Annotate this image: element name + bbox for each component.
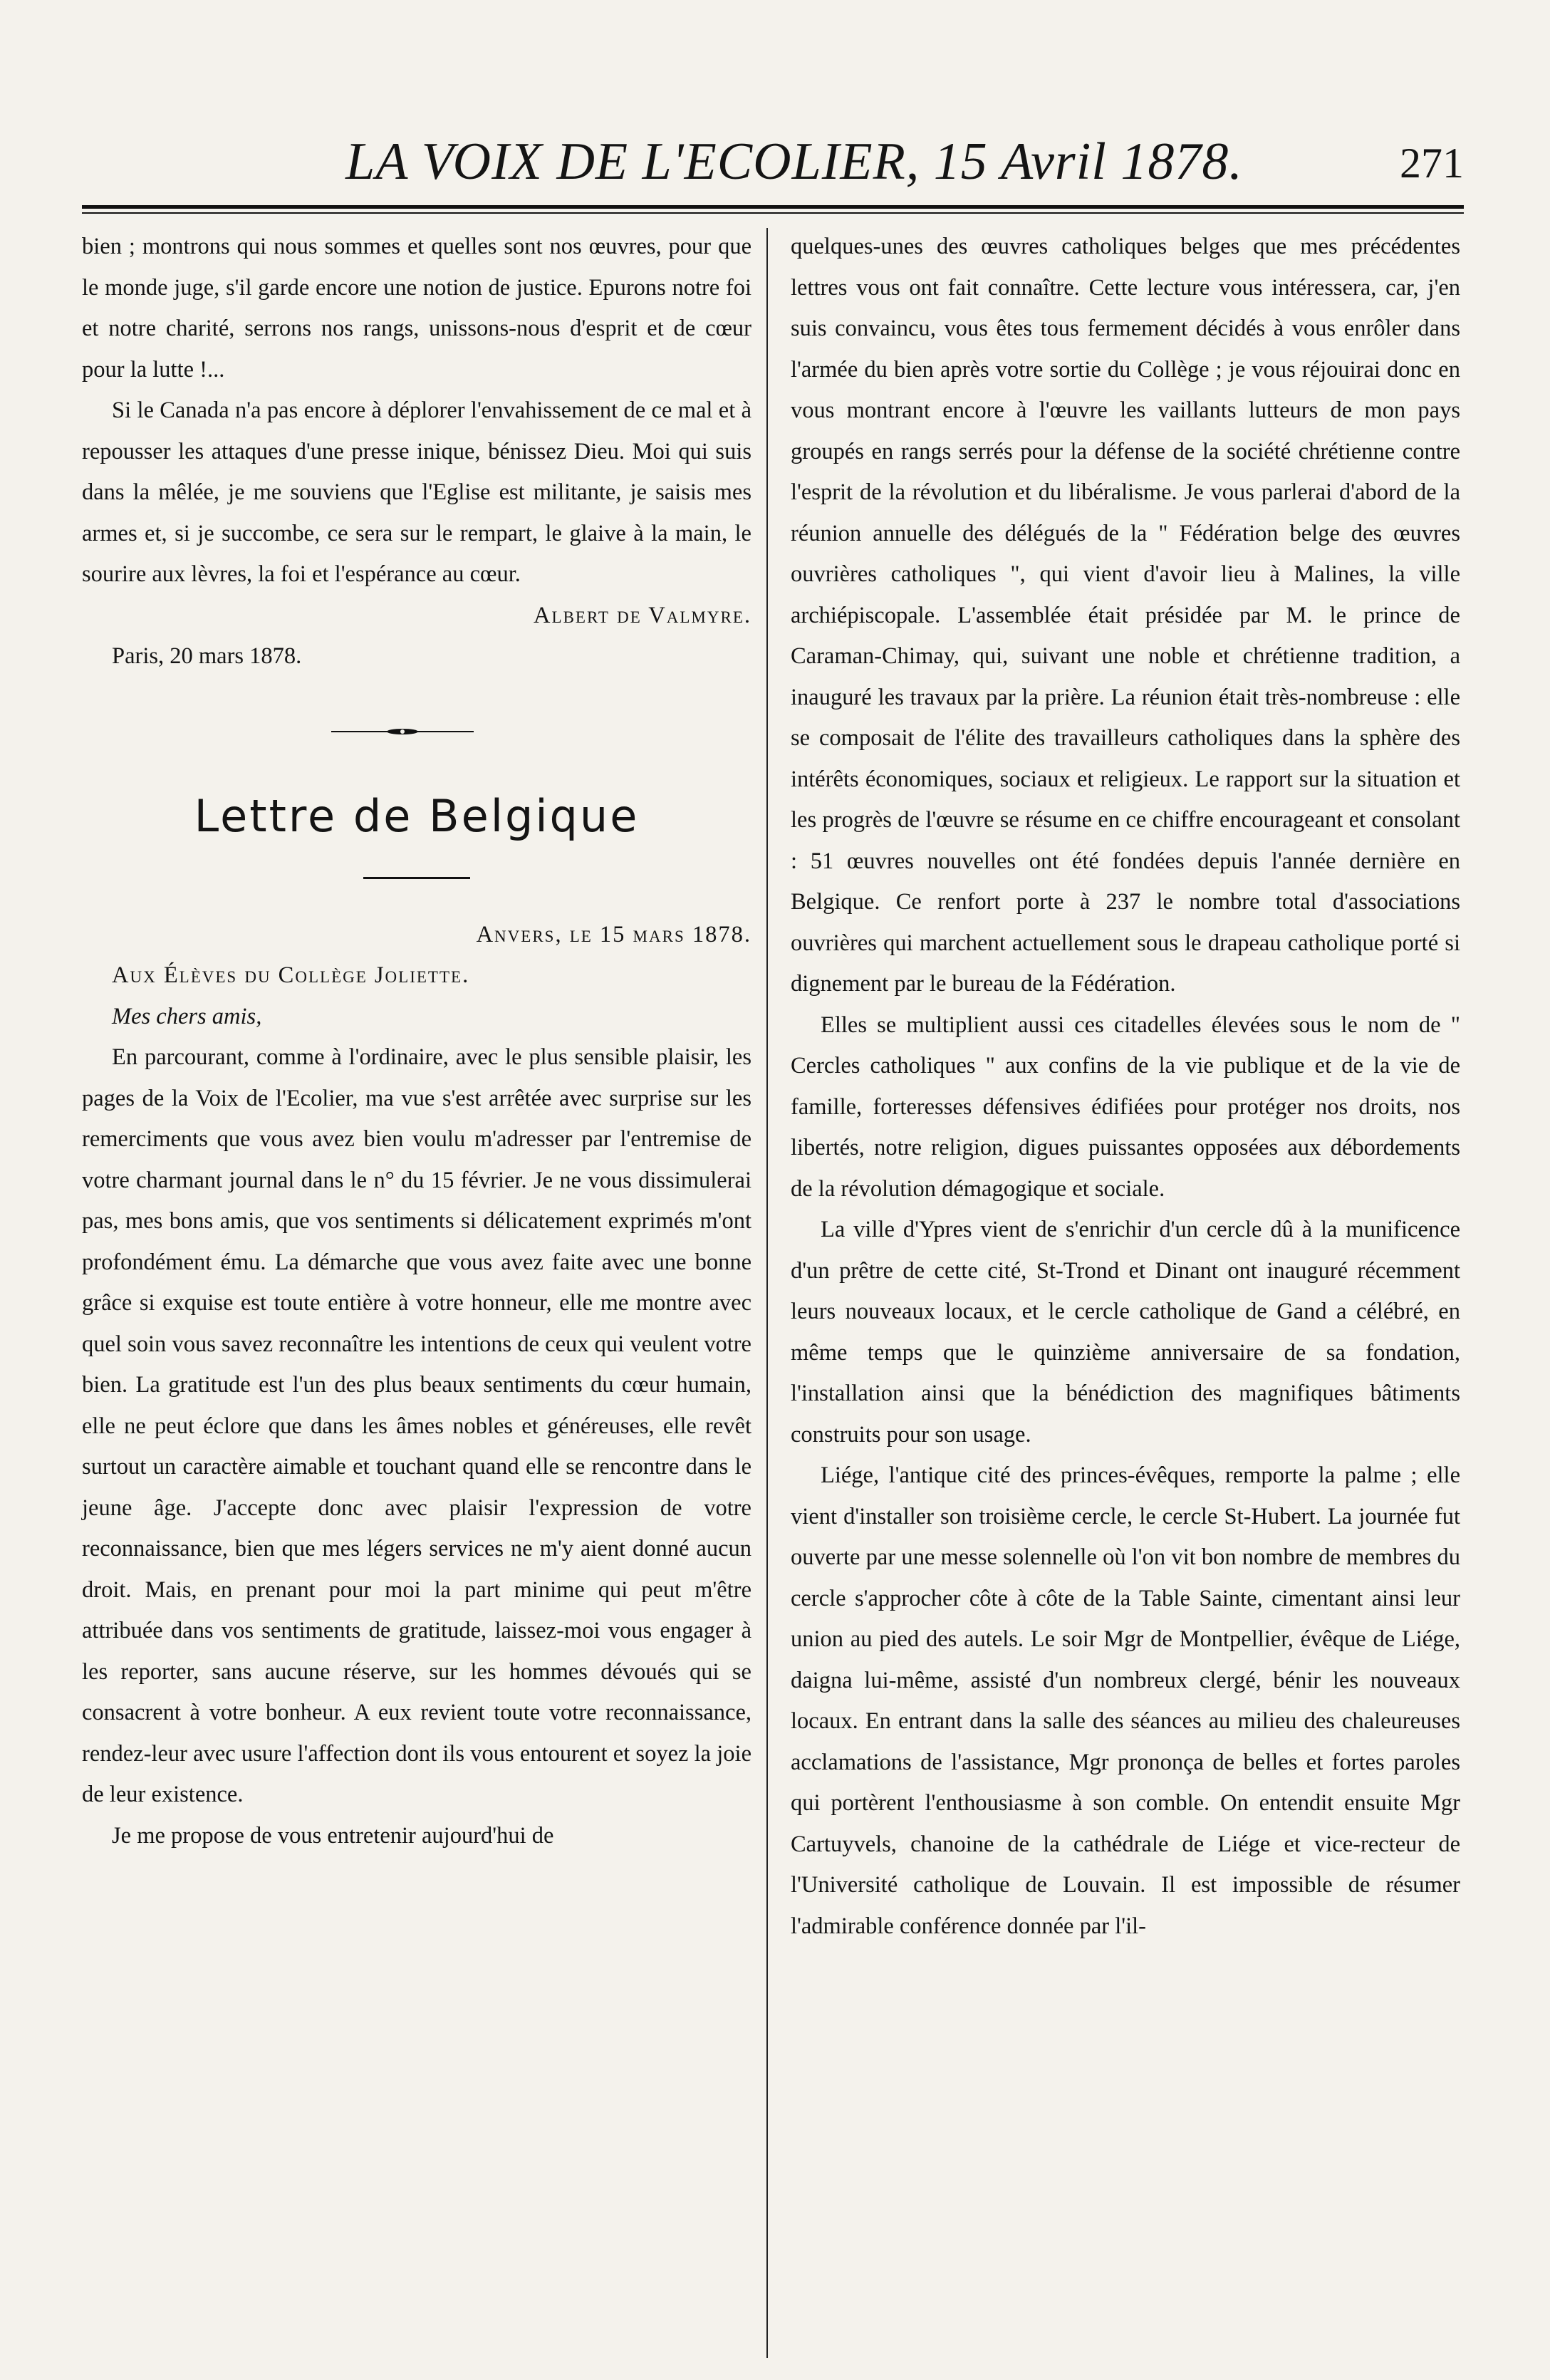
paragraph: La ville d'Ypres vient de s'enrichir d'un cercle dû à la munificence d'un prêtre de cette cité, St-Trond et Dinant ont inauguré récemment leurs nouveaux locaux, et le cercle catholique de Gand a célébré, en même temps que le quinzième anniversaire de sa fondation, l'installation ainsi que la bénédiction des magnifiques bâtiments construits pour son usage. — [791, 1217, 1460, 1448]
section-rule — [363, 877, 470, 879]
right-column — [791, 227, 1460, 1947]
author-signature: Albert de Valmyre. — [534, 602, 751, 628]
ornament-rule-icon — [331, 727, 474, 736]
header-rule-thin — [82, 212, 1464, 214]
page-header — [82, 132, 1464, 196]
paragraph: Je me propose de vous entretenir aujourd'hui de — [112, 1822, 554, 1849]
paragraph: quelques-unes des œuvres catholiques belges que mes précédentes lettres vous ont fait connaître. Cette lecture vous intéressera, car, j'en suis convaincu, vous êtes tous fermement décidés à vous enrôler dans l'armée du bien après votre sortie du Collège ; je vous réjouirai donc en vous montrant encore à l'œuvre les vaillants lutteurs de mon pays groupés en rangs serrés pour la défense de la société chrétienne contre l'esprit de la révolution et du libéralisme. Je vous parlerai d'abord de la réunion annuelle des délégués de la " Fédération belge des œuvres ouvrières catholiques ", qui vient d'avoir lieu à Malines, la ville archiépiscopale. L'assemblée était présidée par M. le prince de Caraman-Chimay, qui, suivant une noble et chrétienne tradition, a inauguré les travaux par la prière. La réunion était très-nombreuse : elle se composait de l'élite des travailleurs catholiques dans la sphère des intérêts économiques, sociaux et religieux. Le rapport sur la situation et les progrès de l'œuvre se résume en ce chiffre encourageant et consolant : 51 œuvres nouvelles ont été fondées depuis l'année dernière en Belgique. Ce renfort porte à 237 le nombre total d'associations ouvrières qui marchent actuellement sous le drapeau catholique porté si dignement par le bureau de la Fédération. — [791, 234, 1460, 997]
addressee: Aux Élèves du Collège Joliette. — [112, 962, 470, 988]
place-date: Anvers, le 15 mars 1878. — [476, 921, 751, 947]
section-title: Lettre de Belgique — [194, 789, 640, 842]
paragraph: Liége, l'antique cité des princes-évêques, remporte la palme ; elle vient d'installer son troisième cercle, le cercle St-Hubert. La journée fut ouverte par une messe solennelle où l'on vit bon nombre de membres du cercle s'approcher côte à côte de la Table Sainte, cimentant ainsi leur union au pied des autels. Le soir Mgr de Montpellier, évêque de Liége, daigna lui-même, assisté d'un nombreux clergé, bénir les nouveaux locaux. En entrant dans la salle des séances au milieu des chaleureuses acclamations de l'assistance, Mgr prononça de belles et fortes paroles qui portèrent l'enthousiasme à son comble. On entendit ensuite Mgr Cartuyvels, chanoine de la cathédrale de Liége et vice-recteur de l'Université catholique de Louvain. Il est impossible de résumer l'admirable conférence donnée par l'il- — [791, 1462, 1460, 1939]
left-column — [82, 227, 751, 1856]
ornament-divider — [82, 677, 751, 763]
header-rule-thick — [82, 205, 1464, 209]
page-number: 271 — [1400, 140, 1464, 187]
column-divider — [766, 228, 768, 2358]
paragraph: Si le Canada n'a pas encore à déplorer l'envahissement de ce mal et à repousser les attaques d'une presse inique, bénissez Dieu. Moi qui suis dans la mêlée, je me souviens que l'Eglise est militante, je saisis mes armes et, si je succombe, ce sera sur le rempart, le glaive à la main, le sourire aux lèvres, la foi et l'espérance au cœur. — [82, 397, 751, 587]
salutation: Mes chers amis, — [112, 1003, 262, 1029]
dateline: Paris, 20 mars 1878. — [112, 643, 302, 669]
paragraph: Elles se multiplient aussi ces citadelles élevées sous le nom de " Cercles catholiques " aux confins de la vie publique et de la vie de famille, forteresses défensives édifiées pour protéger nos droits, nos libertés, notre religion, digues puissantes opposées aux débordements de la révolution démagogique et sociale. — [791, 1012, 1460, 1202]
paragraph: En parcourant, comme à l'ordinaire, avec le plus sensible plaisir, les pages de la Voix de l'Ecolier, ma vue s'est arrêtée avec surprise sur les remerciments que vous avez bien voulu m'adresser par l'entremise de votre charmant journal dans le n° du 15 février. Je ne vous dissimulerai pas, mes bons amis, que vos sentiments si délicatement exprimés m'ont profondément ému. La démarche que vous avez faite avec une bonne grâce si exquise est toute entière à votre honneur, elle me montre avec quel soin vous savez reconnaître les intentions de ceux qui veulent votre bien. La gratitude est l'un des plus beaux sentiments du cœur humain, elle ne peut éclore que dans les âmes nobles et généreuses, elle revêt surtout un caractère aimable et touchant quand elle se rencontre dans le jeune âge. J'accepte donc avec plaisir l'expression de votre reconnaissance, bien que mes légers services ne m'y aient donné aucun droit. Mais, en prenant pour moi la part minime qui peut m'être attribuée dans vos sentiments de gratitude, laissez-moi vous engager à les reporter, sans aucune réserve, sur les hommes dévoués qui se consacrent à votre bonheur. A eux revient toute votre reconnaissance, rendez-leur avec usure l'affection dont ils vous entourent et soyez la joie de leur existence. — [82, 1044, 751, 1807]
paragraph: bien ; montrons qui nous sommes et quelles sont nos œuvres, pour que le monde juge, s'il garde encore une notion de justice. Epurons notre foi et notre charité, serrons nos rangs, unissons-nous d'esprit et de cœur pour la lutte !... — [82, 234, 751, 383]
journal-title: LA VOIX DE L'ECOLIER, 15 Avril 1878. — [345, 132, 1243, 191]
